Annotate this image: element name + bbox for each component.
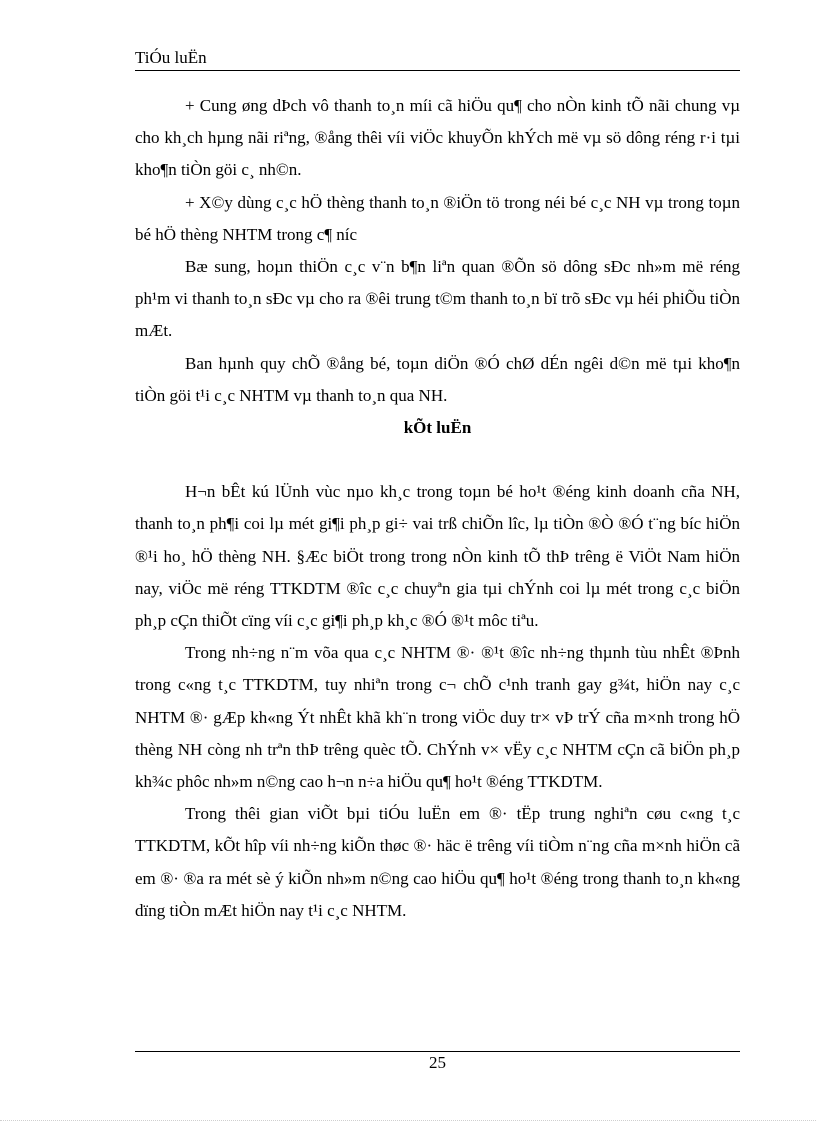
page-bottom-border (0, 1120, 816, 1121)
section-title: kÕt luËn (403, 418, 472, 438)
paragraph: Trong nh÷ng n¨m võa qua c¸c NHTM ®· ®¹t ®îc nh÷ng thµnh tùu nhÊt ®Þnh trong c«ng t¸c TTKDTM, tuy nhiªn trong c¬ chÕ c¹nh tranh gay g¾t, hiÖn nay c¸c NHTM ®· gÆp kh«ng Ýt nhÊt khã kh¨n trong viÖc duy tr× vÞ trÝ cña m×nh trong hÖ thèng NH còng nh trªn thÞ trêng quèc tÕ. ChÝnh v× vËy c¸c NHTM cÇn cã biÖn ph¸p kh¾c phôc nh»m n©ng cao h¬n n÷a hiÖu qu¶ ho¹t ®éng TTKDTM. (135, 643, 740, 792)
page-number: 25 (429, 1053, 446, 1072)
running-header: TiÓu luËn (135, 48, 207, 67)
paragraph: Bæ sung, hoµn thiÖn c¸c v¨n b¶n liªn quan ®Õn sö dông sÐc nh»m më réng ph¹m vi thanh to¸n sÐc vµ cho ra ®êi trung t©m thanh to¸n bï trõ sÐc vµ héi phiÕu tiÒn mÆt. (135, 257, 740, 341)
paragraph: Trong thêi gian viÕt bµi tiÓu luËn em ®· tËp trung nghiªn cøu c«ng t¸c TTKDTM, kÕt hîp víi nh÷ng kiÕn thøc ®· häc ë trêng víi tiÒm n¨ng cña m×nh hiÖn cã em ®· ®a ra mét sè ý kiÕn nh»m n©ng cao hiÖu qu¶ ho¹t ®éng trong thanh to¸n kh«ng dïng tiÒn mÆt hiÖn nay t¹i c¸c NHTM. (135, 804, 740, 920)
paragraph: + Cung øng dÞch vô thanh to¸n míi cã hiÖu qu¶ cho nÒn kinh tÕ nãi chung vµ cho kh¸ch hµng nãi riªng, ®ång thêi víi viÖc khuyÕn khÝch më vµ sö dông réng r·i tµi kho¶n tiÒn göi c¸ nh©n. (135, 96, 740, 180)
paragraph: + X©y dùng c¸c hÖ thèng thanh to¸n ®iÖn tö trong néi bé c¸c NH vµ trong toµn bé hÖ thèng NHTM trong c¶ níc (135, 192, 740, 244)
paragraph: Ban hµnh quy chÕ ®ång bé, toµn diÖn ®Ó chØ dÉn ngêi d©n më tµi kho¶n tiÒn göi t¹i c¸c NHTM vµ thanh to¸n qua NH. (135, 353, 740, 405)
header-rule (135, 70, 740, 71)
paragraph: H¬n bÊt kú lÜnh vùc nµo kh¸c trong toµn bé ho¹t ®éng kinh doanh cña NH, thanh to¸n ph¶i coi lµ mét gi¶i ph¸p gi÷ vai trß chiÕn lîc, lµ tiÒn ®Ò ®Ó t¨ng bíc hiÖn ®¹i ho¸ hÖ thèng NH. §Æc biÖt trong trong nÒn kinh tÕ thÞ trêng ë ViÖt Nam hiÖn nay, viÖc më réng TTKDTM ®îc c¸c chuyªn gia tµi chÝnh coi lµ mét trong c¸c biÖn ph¸p cÇn thiÕt cïng víi c¸c gi¶i ph¸p kh¸c ®Ó ®¹t môc tiªu. (135, 482, 740, 631)
page-body (135, 90, 740, 927)
spacer (135, 444, 740, 476)
footer-rule (135, 1051, 740, 1052)
